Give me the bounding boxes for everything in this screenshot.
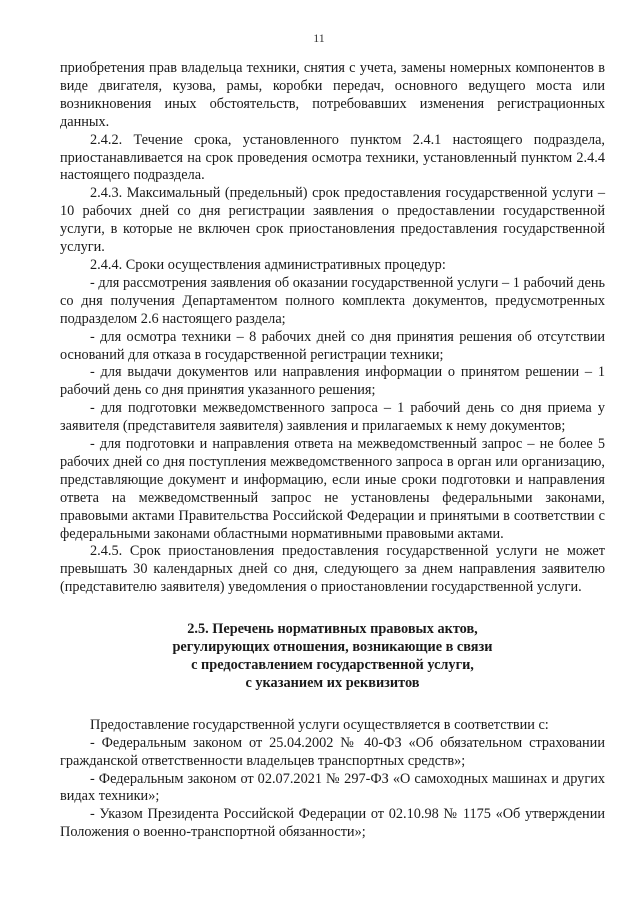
paragraph: Предоставление государственной услуги осуществляется в соответствии с:: [90, 716, 549, 733]
list-item: - для подготовки и направления ответа на межведомственный запрос – не более 5 рабочих дней со дня поступления межведомственного запроса в орган или организацию, представляющие документ и информацию, если иные сроки подготовки и направления ответа на межведомственный запрос не установлены федеральными законами, правовыми актами Правительства Российской Федерации и принятыми в соответствии с федеральными законами областными нормативными правовыми актами.: [60, 436, 605, 542]
section-heading-line: 2.5. Перечень нормативных правовых актов,: [187, 621, 478, 638]
document-body: [60, 60, 605, 842]
list-item: - Федеральным законом от 02.07.2021 № 297-ФЗ «О самоходных машинах и других видах техники»;: [60, 770, 605, 805]
paragraph: 2.4.2. Течение срока, установленного пунктом 2.4.1 настоящего подраздела, приостанавливается на срок проведения осмотра техники, установленный пунктом 2.4.4 настоящего подраздела.: [60, 131, 605, 184]
list-item: - для осмотра техники – 8 рабочих дней со дня принятия решения об отсутствии оснований для отказа в государственной регистрации техники;: [60, 328, 605, 363]
list-item: - для подготовки межведомственного запроса – 1 рабочий день со дня приема у заявителя (представителя заявителя) заявления и прилагаемых к нему документов;: [60, 400, 605, 435]
section-heading-line: с указанием их реквизитов: [245, 674, 420, 691]
page-number: 11: [313, 31, 325, 45]
section-heading-line: с предоставлением государственной услуги,: [191, 657, 474, 673]
list-item: - для рассмотрения заявления об оказании государственной услуги – 1 рабочий день со дня получения Департаментом полного комплекта документов, предусмотренных подразделом 2.6 настоящего раздела;: [60, 274, 605, 327]
section-heading: [60, 621, 605, 693]
section-heading-line: регулирующих отношения, возникающие в связи: [172, 639, 493, 656]
list-item: - Указом Президента Российской Федерации от 02.10.98 № 1175 «Об утверждении Положения о военно-транспортной обязанности»;: [60, 806, 605, 841]
paragraph: 2.4.3. Максимальный (предельный) срок предоставления государственной услуги – 10 рабочих дней со дня регистрации заявления о предоставлении государственной услуги, в которые не включен срок приостановления предоставления государственной услуги.: [60, 185, 605, 256]
paragraph: приобретения прав владельца техники, снятия с учета, замены номерных компонентов в виде двигателя, кузова, рамы, коробки передач, основного ведущего моста или возникновения иных обстоятельств, потребовавших изменения регистрационных данных.: [60, 60, 605, 130]
list-item: - для выдачи документов или направления информации о принятом решении – 1 рабочий день со дня принятия указанного решения;: [60, 364, 605, 399]
paragraph: 2.4.5. Срок приостановления предоставления государственной услуги не может превышать 30 календарных дней со дня, следующего за днем направления заявителю (представителю заявителя) уведомления о приостановлении государственной услуги.: [60, 543, 605, 596]
paragraph: 2.4.4. Сроки осуществления административных процедур:: [90, 256, 446, 273]
list-item: - Федеральным законом от 25.04.2002 № 40-ФЗ «Об обязательном страховании гражданской ответственности владельцев транспортных средств»;: [60, 734, 605, 769]
